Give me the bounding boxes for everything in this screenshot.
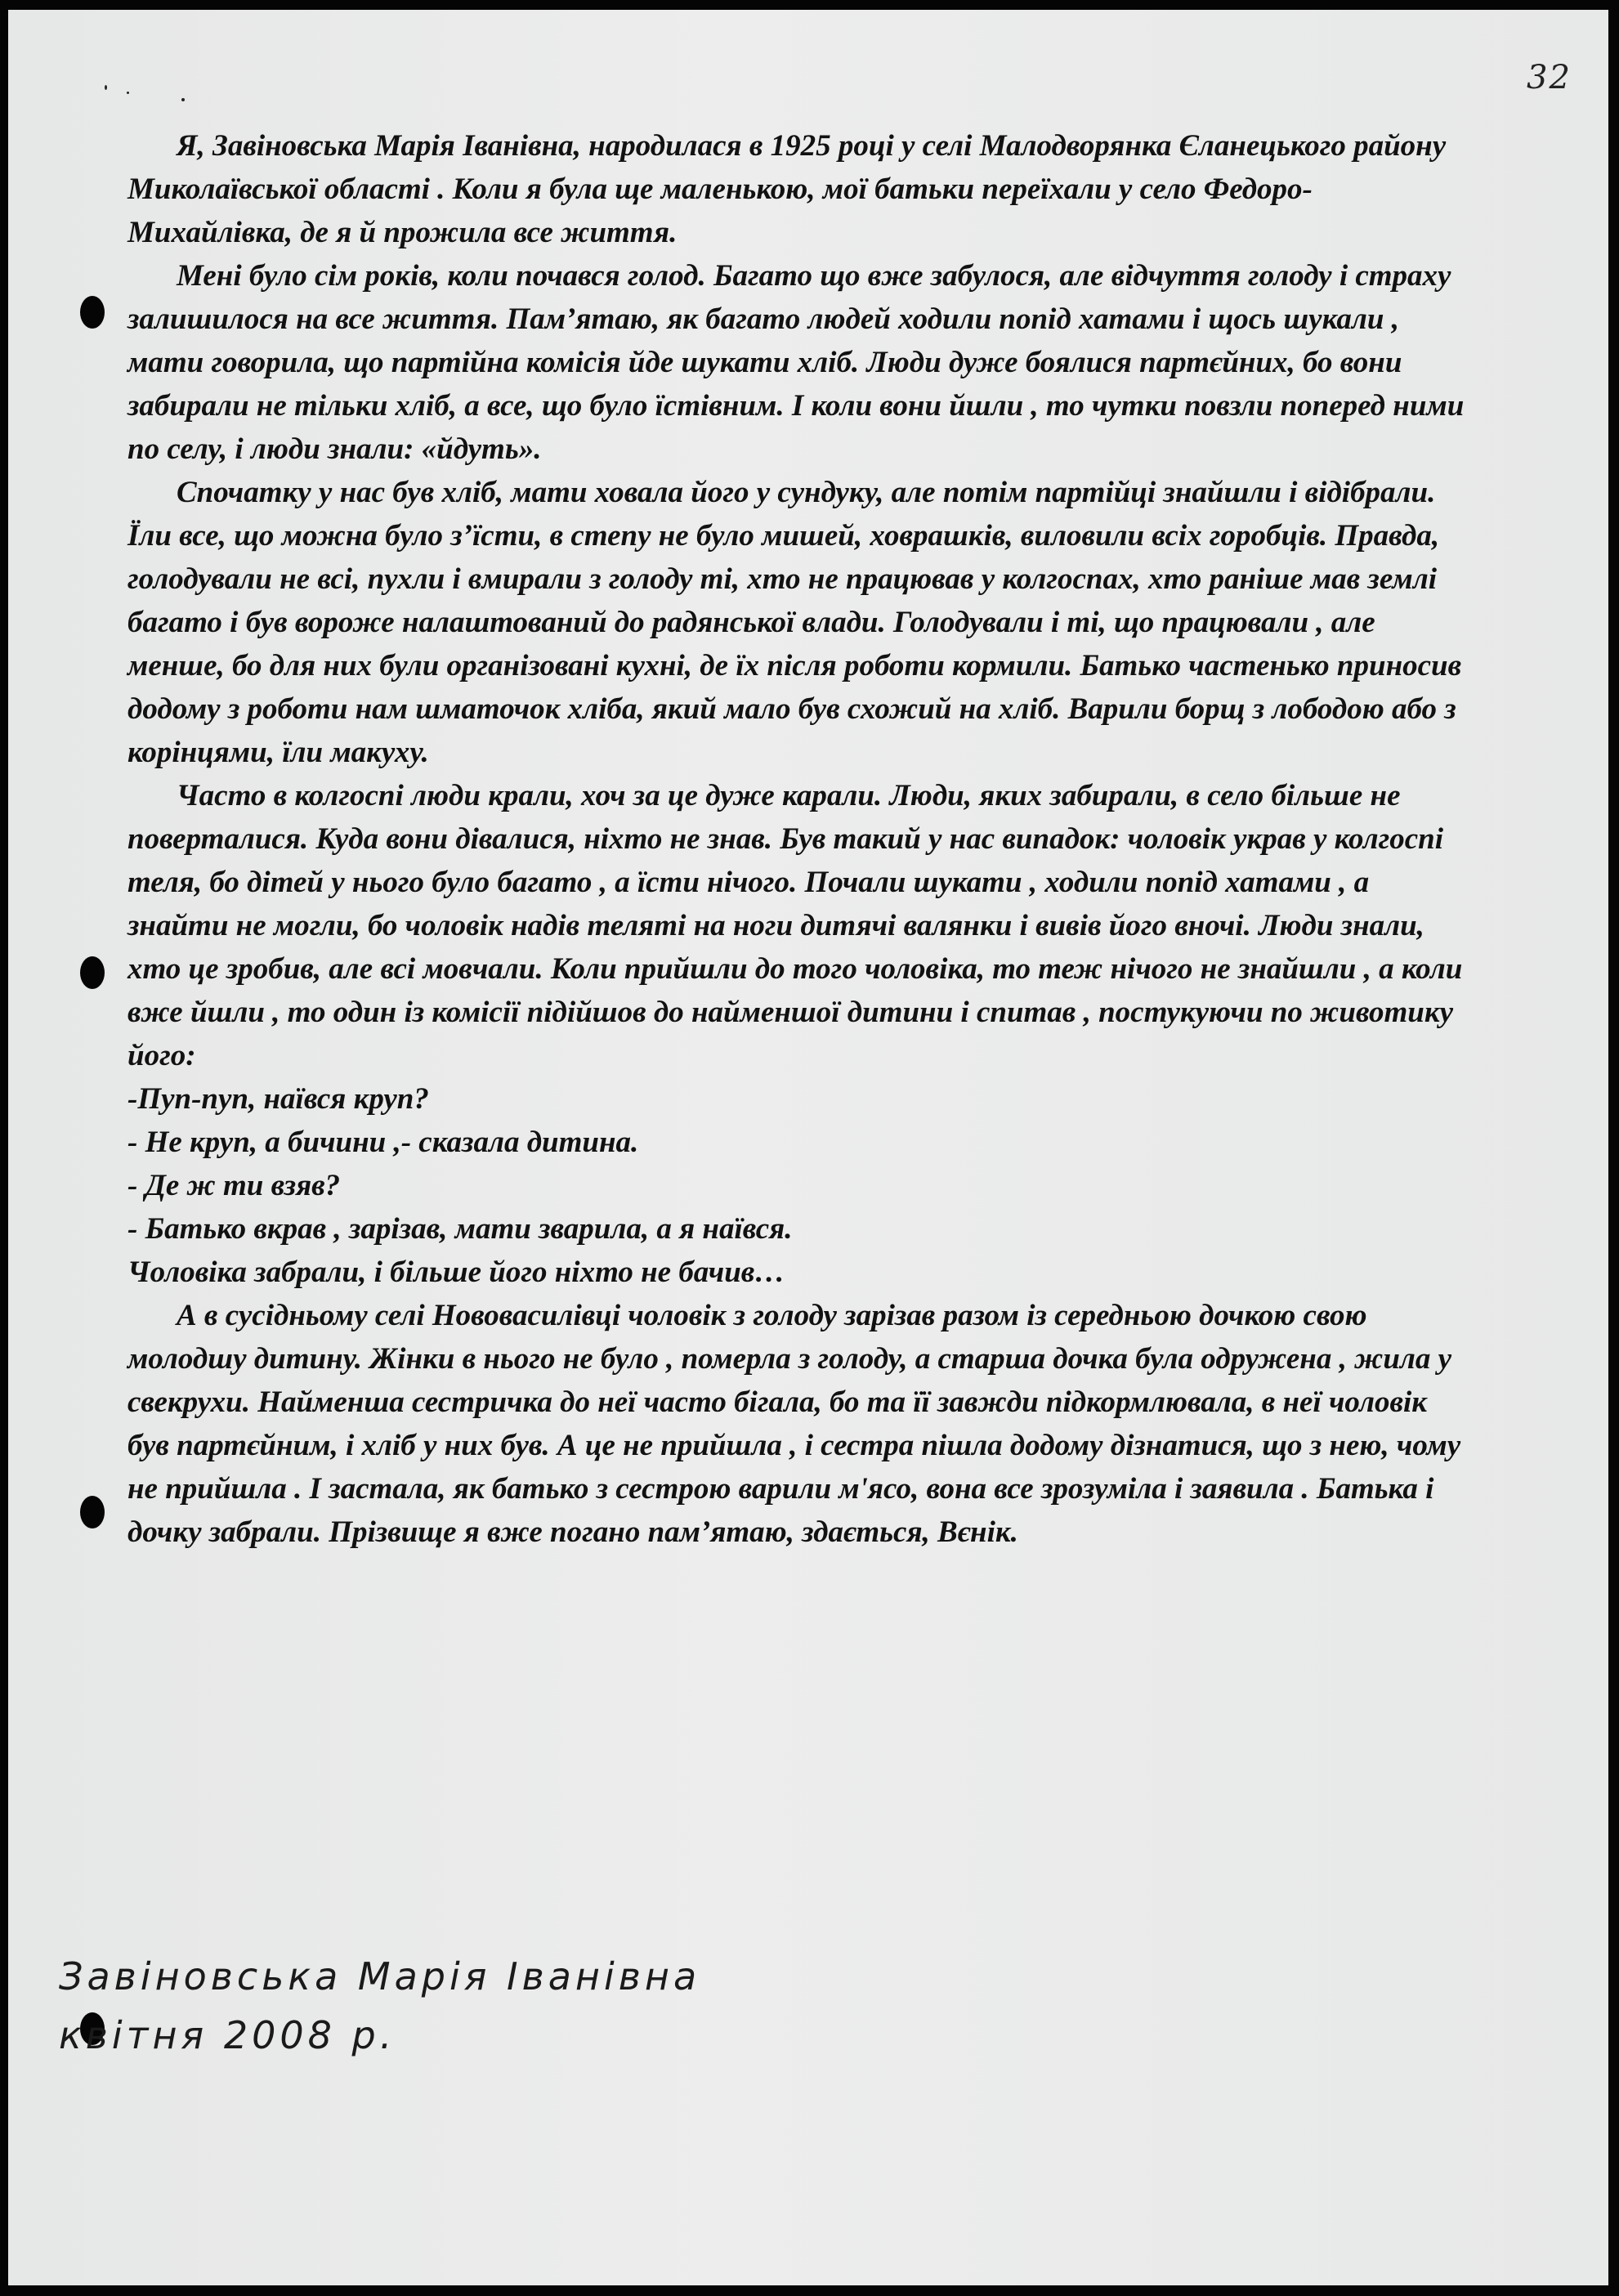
paragraph: Я, Завіновська Марія Іванівна, народилася в 1925 році у селі Малодворянка Єланецького району Миколаївської області . Коли я була ще маленькою, мої батьки переїхали у село Федоро-Михайлівка, де я й прожила все життя. [127, 129, 1447, 249]
paragraph: А в сусідньому селі Нововасилівці чоловік з голоду зарізав разом із середньою дочкою свою молодшу дитину. Жінки в нього не було , померла з голоду, а старша дочка була одружена , жила у свекрухи. Найменша сестричка до неї часто бігала, бо та її завжди підкормлювала, в неї чоловік був партєйним, і хліб у них був. А це не прийшла , і сестра пішла додому дізнатися, що з нею, чому не прийшла . І застала, як батько з сестрою варили м'ясо, вона все зрозуміла і заявила . Батька і дочку забрали. Прізвище я вже погано пам’ятаю, здається, Вєнік. [127, 1299, 1461, 1549]
page-number: 32 [1527, 59, 1572, 96]
speck-mark [127, 92, 129, 94]
paragraph: Спочатку у нас був хліб, мати ховала його у сундуку, але потім партійці знайшли і відібрали. Їли все, що можна було з’їсти, в степу не було мишей, ховрашків, виловили всіх горобців. Правда, голодували не всі, пухли і вмирали з голоду ті, хто не працював у колгоспах, хто раніше мав землі багато і був вороже налаштований до радянської влади. Голодували і ті, що працювали , але менше, бо для них були організовані кухні, де їх після роботи кормили. Батько частенько приносив додому з роботи нам шматочок хліба, який мало був схожий на хліб. Варили борщ з лободою або з корінцями, їли макуху. [127, 476, 1462, 769]
handwritten-signature [59, 1947, 1530, 2065]
speck-mark [181, 98, 185, 101]
punch-hole [80, 296, 105, 329]
signature-date: квітня 2008 р. [59, 2013, 396, 2057]
paragraph: Часто в колгоспі люди крали, хоч за це дуже карали. Люди, яких забирали, в село більше не поверталися. Куда вони дівалися, ніхто не знав. Був такий у нас випадок: чоловік украв у колгоспі теля, бо дітей у нього було багато , а їсти нічого. Почали шукати , ходили попід хатами , а знайти не могли, бо чоловік надів теляті на ноги дитячі валянки і вивів його вночі. Люди знали, хто це зробив, але всі мовчали. Коли прийшли до того чоловіка, то теж нічого не знайшли , а коли вже йшли , то один із комісії підійшов до найменшої дитини і спитав , постукуючи по животику його: [127, 779, 1463, 1072]
dialogue-line: -Пуп-пуп, наївся круп? [127, 1082, 429, 1116]
dialogue-line: - Батько вкрав , зарізав, мати зварила, а я наївся. [127, 1212, 793, 1246]
document-page [8, 10, 1608, 2285]
dialogue-line: - Не круп, а бичини ,- сказала дитина. [127, 1126, 639, 1159]
signature-name: Завіновська Марія Іванівна [59, 1954, 701, 1998]
punch-hole [80, 1496, 105, 1528]
testimony-text [127, 124, 1468, 1554]
paragraph: Мені було сім років, коли почався голод. Багато що вже забулося, але відчуття голоду і страху залишилося на все життя. Пам’ятаю, як багато людей ходили попід хатами і щось шукали , мати говорила, що партійна комісія йде шукати хліб. Люди дуже боялися партєйних, бо вони забирали не тільки хліб, а все, що було їстівним. І коли вони йшли , то чутки повзли поперед ними по селу, і люди знали: «йдуть». [127, 259, 1465, 466]
punch-hole [80, 956, 105, 989]
paragraph: Чоловіка забрали, і більше його ніхто не бачив… [127, 1255, 785, 1289]
speck-mark [105, 85, 107, 90]
dialogue-line: - Де ж ти взяв? [127, 1169, 341, 1202]
